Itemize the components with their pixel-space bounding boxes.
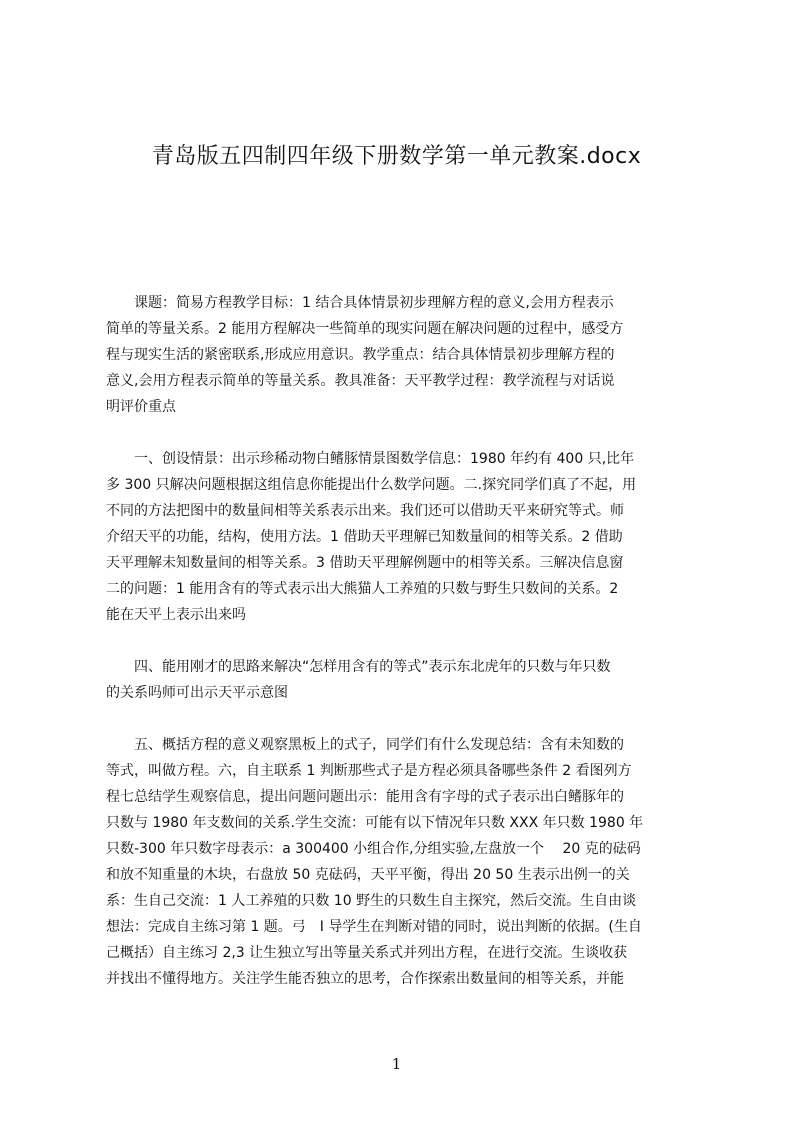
paragraph-section-one xyxy=(106,446,698,628)
text-line: 程七总结学生观察信息，提出问题问题出示：能用含有字母的式子表示出白鳍豚年的 xyxy=(106,789,624,805)
text-line: 二的问题：1 能用含有的等式表示出大熊猫人工养殖的只数与野生只数间的关系。2 xyxy=(106,581,619,597)
text-line: 并找出不懂得地方。关注学生能否独立的思考，合作探索出数量间的相等关系，并能 xyxy=(106,971,624,987)
text-line: 己概括）自主练习 2,3 让生独立写出等量关系式并列出方程，在进行交流。生谈收获 xyxy=(106,945,628,961)
paragraph-section-four xyxy=(106,654,698,706)
document-body xyxy=(106,290,698,1040)
text-line: 程与现实生活的紧密联系,形成应用意识。教学重点：结合具体情景初步理解方程的 xyxy=(106,347,615,363)
text-line: 系：生自己交流：1 人工养殖的只数 10 野生的只数生自主探究，然后交流。生自由谈 xyxy=(106,893,637,909)
text-line: 只数与 1980 年支数间的关系.学生交流：可能有以下情况年只数 XXX 年只数 1980 年 xyxy=(106,815,644,831)
text-line: 天平理解未知数量间的相等关系。3 借助天平理解例题中的相等关系。三解决信息窗 xyxy=(106,555,624,571)
text-line: 想法：完成自主练习第 1 题。弓 I 导学生在判断对错的同时，说出判断的依据。(生自 xyxy=(106,919,642,935)
text-line: 四、能用刚才的思路来解决“怎样用含有的等式”表示东北虎年的只数与年只数 xyxy=(106,659,611,675)
text-line: 不同的方法把图中的数量间相等关系表示出来。我们还可以借助天平来研究等式。师 xyxy=(106,503,624,519)
text-line: 一、创设情景：出示珍稀动物白鳍豚情景图数学信息：1980 年约有 400 只,比年 xyxy=(106,451,635,467)
text-line: 意义,会用方程表示简单的等量关系。教具准备：天平教学过程：教学流程与对话说 xyxy=(106,373,615,389)
text-line: 和放不知重量的木块，右盘放 50 克砝码，天平平衡，得出 20 50 生表示出例一的关 xyxy=(106,867,630,883)
page-number: 1 xyxy=(391,1055,402,1073)
text-line: 多 300 只解决问题根据这组信息你能提出什么数学问题。二.探究同学们真了不起，用 xyxy=(106,477,637,493)
paragraph-section-five xyxy=(106,732,698,992)
text-line: 五、概括方程的意义观察黑板上的式子，同学们有什么发现总结：含有未知数的 xyxy=(106,737,624,753)
text-line: 只数-300 年只数字母表示：a 300400 小组合作,分组实验,左盘放一个 20 克的砝码 xyxy=(106,841,641,857)
text-line: 明评价重点 xyxy=(106,399,176,415)
text-line: 能在天平上表示出来吗 xyxy=(106,607,246,623)
document-title: 青岛版五四制四年级下册数学第一单元教案.docx xyxy=(151,144,642,169)
text-line: 简单的等量关系。2 能用方程解决一些简单的现实问题在解决问题的过程中，感受方 xyxy=(106,321,624,337)
text-line: 课题：简易方程教学目标：1 结合具体情景初步理解方程的意义,会用方程表示 xyxy=(106,295,614,311)
paragraph-lesson-intro xyxy=(106,290,698,420)
text-line: 的关系吗师可出示天平示意图 xyxy=(106,685,288,701)
text-line: 等式，叫做方程。六，自主联系 1 判断那些式子是方程必须具备哪些条件 2 看图列方 xyxy=(106,763,632,779)
text-line: 介绍天平的功能，结构，使用方法。1 借助天平理解已知数量间的相等关系。2 借助 xyxy=(106,529,623,545)
